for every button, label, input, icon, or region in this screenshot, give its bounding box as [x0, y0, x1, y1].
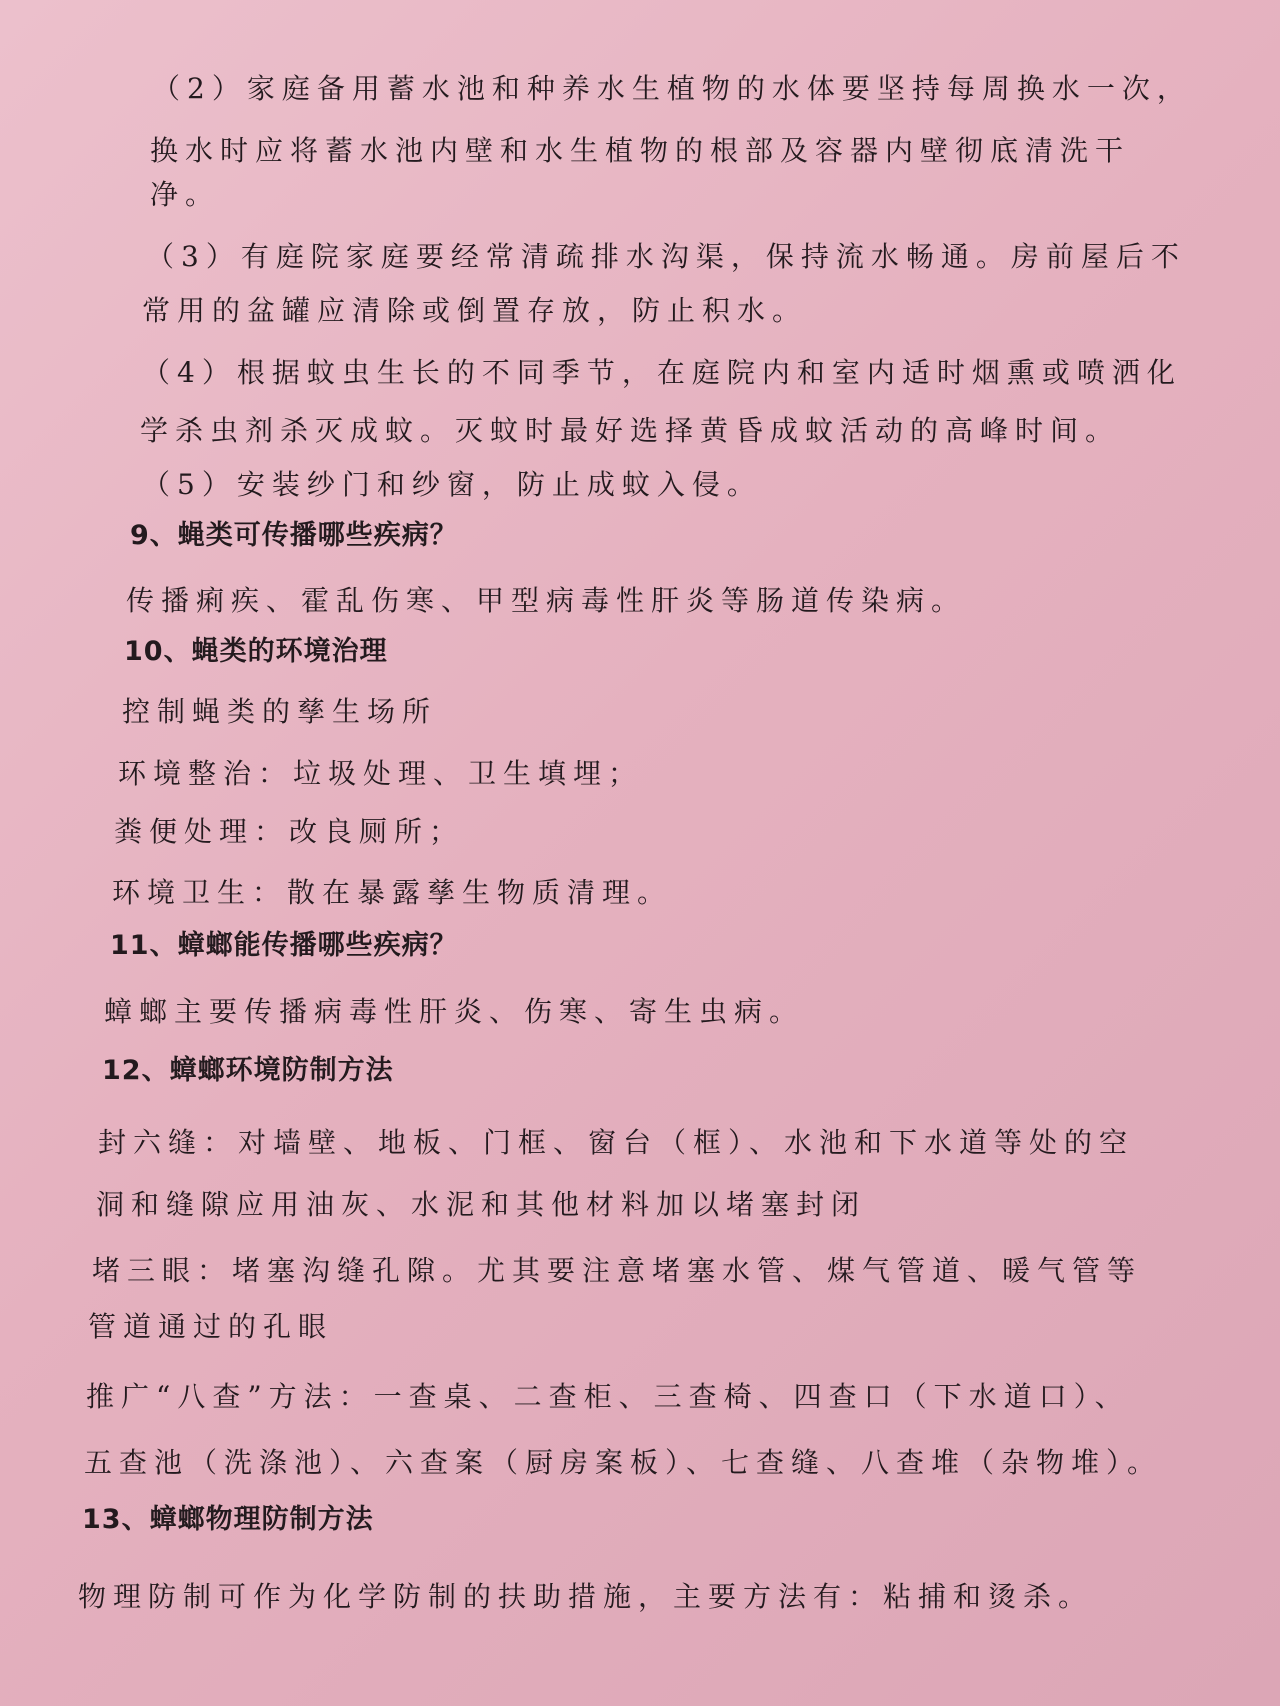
paragraph-line: 封六缝：对墙壁、地板、门框、窗台（框）、水池和下水道等处的空: [98, 1126, 1135, 1159]
paragraph-line: 净。: [150, 178, 221, 211]
paragraph-line: 传播痢疾、霍乱伤寒、甲型病毒性肝炎等肠道传染病。: [126, 584, 967, 617]
paragraph-line: （5）安装纱门和纱窗，防止成蚊入侵。: [142, 468, 762, 501]
paragraph-line: 五查池（洗涤池）、六查案（厨房案板）、七查缝、八查堆（杂物堆）。: [84, 1446, 1163, 1479]
paragraph-line: 堵三眼：堵塞沟缝孔隙。尤其要注意堵塞水管、煤气管道、暖气管等: [92, 1254, 1143, 1287]
paragraph-line: 换水时应将蓄水池内壁和水生植物的根部及容器内壁彻底清洗干: [150, 134, 1131, 167]
paragraph-line: 环境整治：垃圾处理、卫生填埋；: [118, 757, 644, 790]
paragraph-line: 蟑螂主要传播病毒性肝炎、伤寒、寄生虫病。: [104, 995, 805, 1028]
section-heading: 11、蟑螂能传播哪些疾病？: [110, 930, 458, 961]
paragraph-line: 控制蝇类的孳生场所: [122, 695, 438, 728]
paragraph-line: 物理防制可作为化学防制的扶助措施，主要方法有：粘捕和烫杀。: [78, 1580, 1094, 1613]
section-heading: 13、蟑螂物理防制方法: [82, 1504, 374, 1535]
paragraph-line: 学杀虫剂杀灭成蚊。灭蚊时最好选择黄昏成蚊活动的高峰时间。: [140, 414, 1121, 447]
paragraph-line: 管道通过的孔眼: [88, 1310, 334, 1343]
paragraph-line: （3）有庭院家庭要经常清疏排水沟渠，保持流水畅通。房前屋后不: [146, 240, 1186, 273]
paragraph-line: （2）家庭备用蓄水池和种养水生植物的水体要坚持每周换水一次，: [152, 72, 1192, 105]
paragraph-line: 常用的盆罐应清除或倒置存放，防止积水。: [142, 294, 808, 327]
paragraph-line: 粪便处理：改良厕所；: [114, 815, 465, 848]
paragraph-line: （4）根据蚊虫生长的不同季节，在庭院内和室内适时烟熏或喷洒化: [142, 356, 1182, 389]
section-heading: 10、蝇类的环境治理: [124, 636, 388, 667]
paragraph-line: 环境卫生：散在暴露孳生物质清理。: [112, 876, 673, 909]
paragraph-line: 洞和缝隙应用油灰、水泥和其他材料加以堵塞封闭: [96, 1188, 867, 1221]
section-heading: 12、蟑螂环境防制方法: [102, 1055, 394, 1086]
paragraph-line: 推广“八查”方法：一查桌、二查柜、三查椅、四查口（下水道口）、: [86, 1380, 1130, 1413]
section-heading: 9、蝇类可传播哪些疾病？: [130, 520, 458, 551]
